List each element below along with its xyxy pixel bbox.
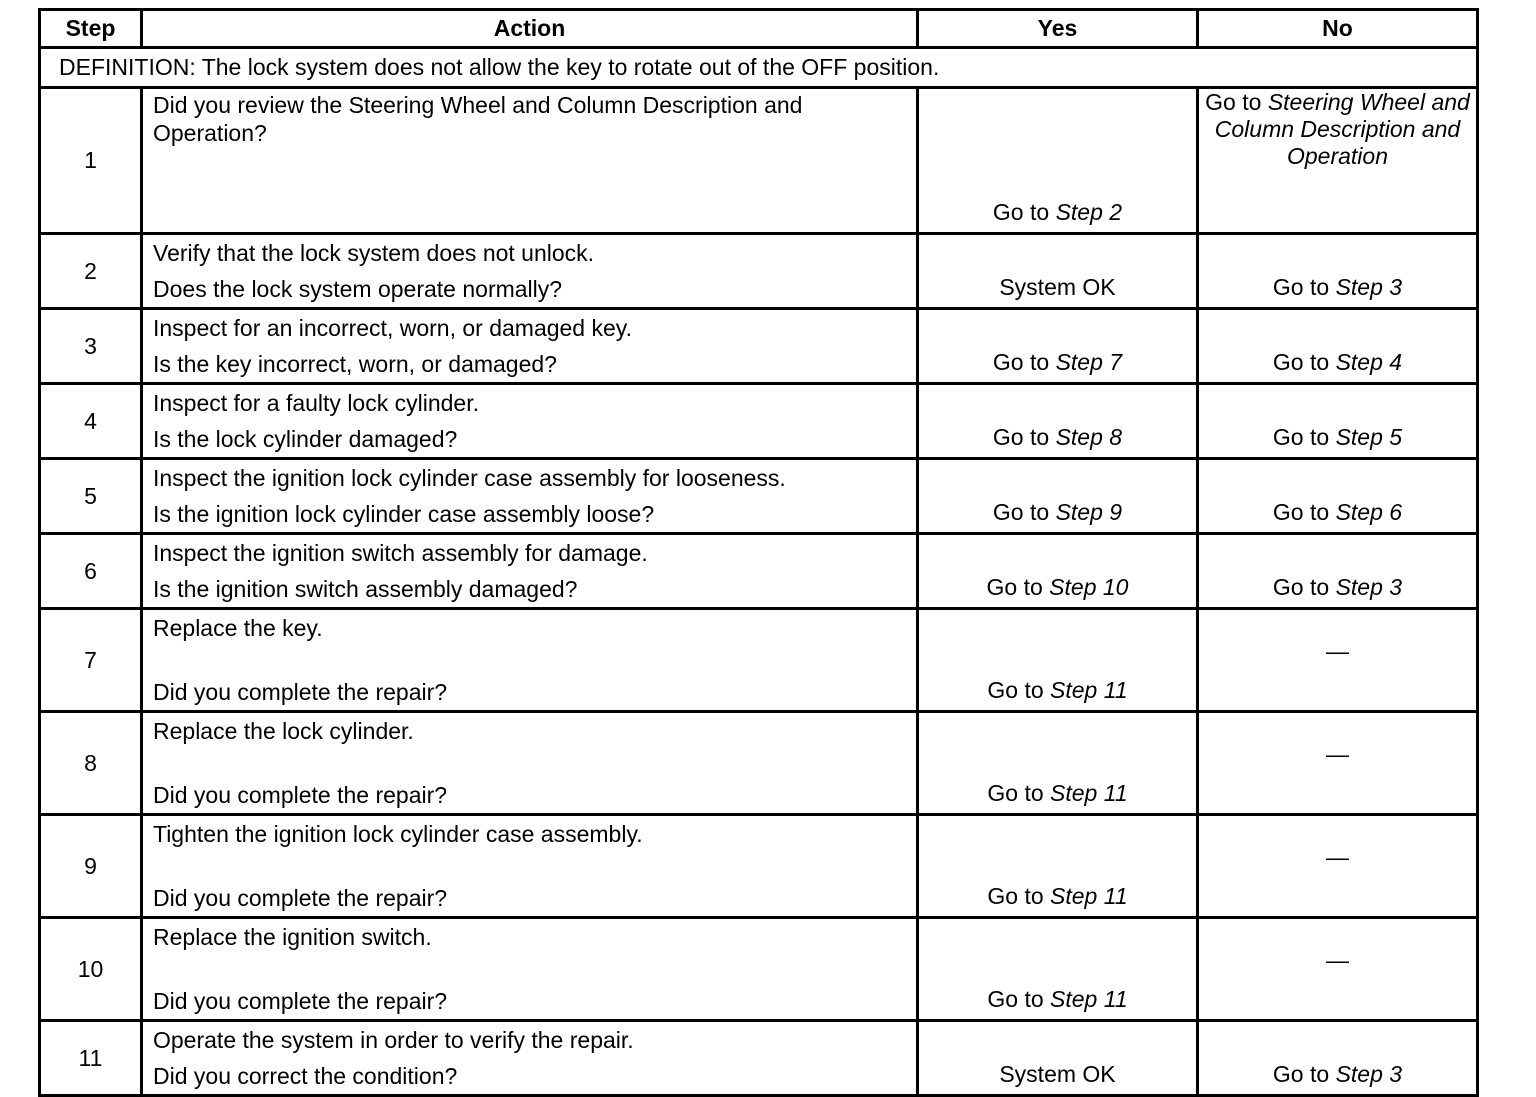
yes-cell: [918, 459, 1198, 534]
table-row: [40, 712, 1478, 815]
action-cell: [142, 712, 918, 815]
no-dash: —: [1326, 740, 1349, 767]
step-number: 1: [40, 88, 142, 234]
action-question: Did you complete the repair?: [153, 679, 448, 705]
table-row: [40, 384, 1478, 459]
action-question: Did you complete the repair?: [153, 885, 448, 911]
no-cell: [1198, 609, 1478, 712]
definition-row: [40, 48, 1478, 88]
action-instruction: Inspect the ignition switch assembly for damage.: [153, 540, 648, 566]
table-row: [40, 815, 1478, 918]
step-number: 4: [40, 384, 142, 459]
step-number: 5: [40, 459, 142, 534]
no-ref: Step 6: [1335, 499, 1403, 525]
no-dash: —: [1326, 946, 1349, 973]
step-number: 10: [40, 918, 142, 1021]
action-cell: [142, 1021, 918, 1096]
header-action: Action: [142, 10, 918, 48]
yes-prefix: Go to: [992, 424, 1056, 450]
table-row: [40, 1021, 1478, 1096]
no-ref: Steering Wheel and Column Description and Operation: [1214, 89, 1470, 169]
step-number: 3: [40, 309, 142, 384]
action-cell: [142, 459, 918, 534]
yes-cell: [918, 384, 1198, 459]
table-row: [40, 459, 1478, 534]
yes-cell: [918, 309, 1198, 384]
header-step: Step: [40, 10, 142, 48]
yes-ref: Step 11: [1050, 883, 1128, 909]
action-cell: [142, 88, 918, 234]
action-cell: [142, 309, 918, 384]
action-instruction: Inspect for an incorrect, worn, or damaged key.: [153, 315, 632, 341]
no-ref: Step 5: [1335, 424, 1403, 450]
table-row: [40, 234, 1478, 309]
action-question: Did you correct the condition?: [153, 1063, 458, 1089]
no-cell: [1198, 1021, 1478, 1096]
yes-prefix: Go to: [986, 574, 1050, 600]
no-dash: —: [1326, 637, 1349, 664]
no-ref: Step 3: [1335, 274, 1403, 300]
action-cell: [142, 534, 918, 609]
action-question: Did you complete the repair?: [153, 988, 448, 1014]
step-number: 11: [40, 1021, 142, 1096]
yes-cell: [918, 815, 1198, 918]
yes-ref: Step 11: [1050, 986, 1128, 1012]
no-ref: Step 3: [1335, 574, 1403, 600]
action-instruction: Tighten the ignition lock cylinder case assembly.: [153, 821, 643, 847]
action-instruction: Inspect the ignition lock cylinder case assembly for looseness.: [153, 465, 786, 491]
table-row: [40, 88, 1478, 234]
no-cell: [1198, 309, 1478, 384]
yes-prefix: Go to: [992, 499, 1056, 525]
action-instruction: Replace the key.: [153, 615, 323, 641]
no-cell: [1198, 918, 1478, 1021]
action-cell: [142, 609, 918, 712]
no-prefix: Go to: [1272, 424, 1336, 450]
yes-prefix: Go to: [987, 883, 1051, 909]
no-cell: [1198, 459, 1478, 534]
table-row: [40, 918, 1478, 1021]
action-cell: [142, 918, 918, 1021]
no-cell: [1198, 815, 1478, 918]
action-cell: [142, 234, 918, 309]
yes-prefix: System OK: [999, 1061, 1116, 1087]
step-number: 2: [40, 234, 142, 309]
no-dash: —: [1326, 843, 1349, 870]
table-row: [40, 534, 1478, 609]
action-question: Is the key incorrect, worn, or damaged?: [153, 351, 557, 377]
yes-ref: Step 9: [1055, 499, 1123, 525]
step-number: 7: [40, 609, 142, 712]
action-cell: [142, 815, 918, 918]
step-number: 8: [40, 712, 142, 815]
no-prefix: Go to: [1205, 89, 1268, 115]
no-cell: [1198, 88, 1478, 234]
yes-ref: Step 11: [1050, 780, 1128, 806]
yes-cell: [918, 1021, 1198, 1096]
yes-cell: [918, 609, 1198, 712]
yes-prefix: Go to: [987, 677, 1051, 703]
header-row: [40, 10, 1478, 48]
yes-cell: [918, 234, 1198, 309]
yes-ref: Step 2: [1055, 199, 1123, 225]
no-cell: [1198, 384, 1478, 459]
table-row: [40, 609, 1478, 712]
action-text: Did you review the Steering Wheel and Column Description and Operation?: [153, 92, 803, 146]
definition-text: DEFINITION: The lock system does not allow the key to rotate out of the OFF position.: [40, 48, 1478, 88]
no-prefix: Go to: [1272, 1061, 1336, 1087]
no-cell: [1198, 712, 1478, 815]
action-question: Is the lock cylinder damaged?: [153, 426, 458, 452]
action-instruction: Inspect for a faulty lock cylinder.: [153, 390, 479, 416]
no-cell: [1198, 534, 1478, 609]
step-number: 6: [40, 534, 142, 609]
action-question: Does the lock system operate normally?: [153, 276, 563, 302]
no-ref: Step 3: [1335, 1061, 1403, 1087]
yes-cell: [918, 88, 1198, 234]
yes-ref: Step 11: [1050, 677, 1128, 703]
no-prefix: Go to: [1272, 349, 1336, 375]
action-question: Is the ignition switch assembly damaged?: [153, 576, 578, 602]
no-ref: Step 4: [1335, 349, 1403, 375]
diagnostic-table: [38, 8, 1479, 1097]
no-prefix: Go to: [1272, 274, 1336, 300]
yes-prefix: System OK: [999, 274, 1116, 300]
no-cell: [1198, 234, 1478, 309]
yes-cell: [918, 534, 1198, 609]
yes-prefix: Go to: [992, 199, 1056, 225]
action-question: Did you complete the repair?: [153, 782, 448, 808]
header-yes: Yes: [918, 10, 1198, 48]
yes-prefix: Go to: [992, 349, 1056, 375]
header-no: No: [1198, 10, 1478, 48]
no-prefix: Go to: [1272, 499, 1336, 525]
yes-prefix: Go to: [987, 780, 1051, 806]
step-number: 9: [40, 815, 142, 918]
yes-prefix: Go to: [987, 986, 1051, 1012]
yes-ref: Step 10: [1049, 574, 1129, 600]
table-row: [40, 309, 1478, 384]
yes-ref: Step 7: [1055, 349, 1123, 375]
yes-ref: Step 8: [1055, 424, 1123, 450]
action-instruction: Verify that the lock system does not unlock.: [153, 240, 595, 266]
action-instruction: Operate the system in order to verify the repair.: [153, 1027, 634, 1053]
no-prefix: Go to: [1272, 574, 1336, 600]
action-instruction: Replace the lock cylinder.: [153, 718, 414, 744]
action-question: Is the ignition lock cylinder case assembly loose?: [153, 501, 655, 527]
action-cell: [142, 384, 918, 459]
yes-cell: [918, 712, 1198, 815]
yes-cell: [918, 918, 1198, 1021]
action-instruction: Replace the ignition switch.: [153, 924, 432, 950]
